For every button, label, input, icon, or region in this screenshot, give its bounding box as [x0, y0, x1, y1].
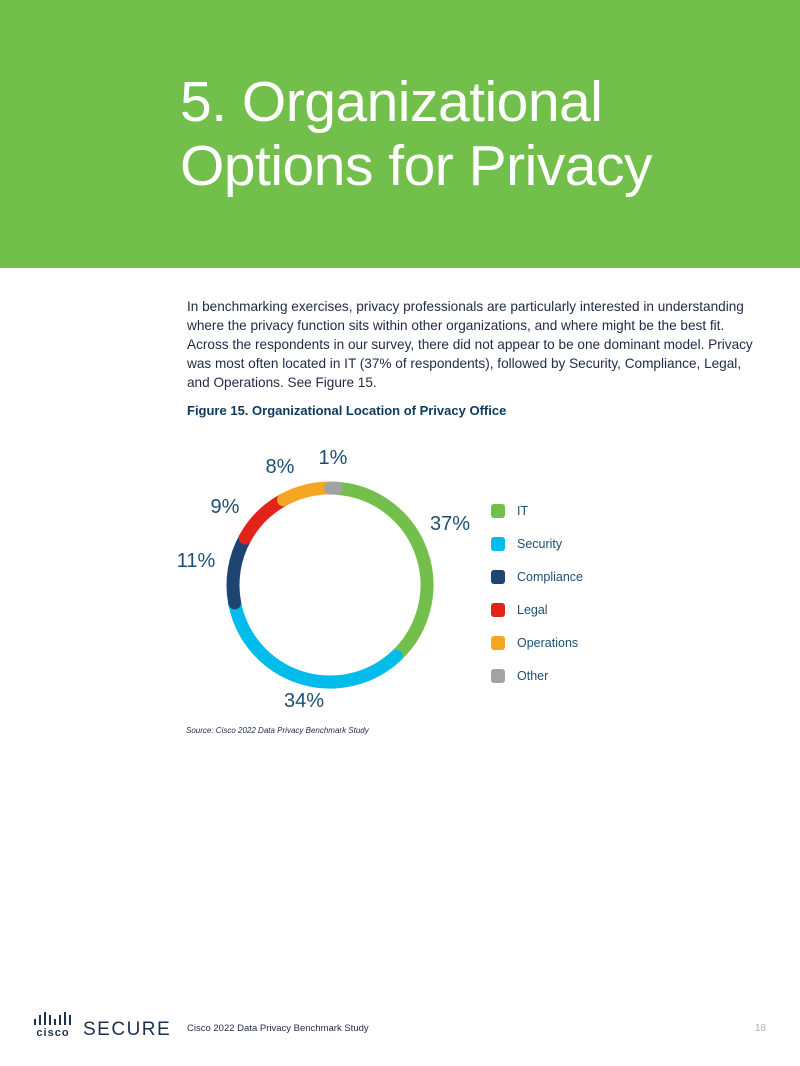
figure-caption: Figure 15. Organizational Location of Privacy Office — [187, 403, 507, 418]
slice-label-compliance: 11% — [176, 550, 216, 572]
legend-item-compliance — [491, 560, 691, 593]
chart-legend — [491, 494, 691, 692]
slice-label-other: 1% — [318, 447, 348, 469]
legend-label: IT — [517, 503, 529, 518]
body-paragraph: In benchmarking exercises, privacy professionals are particularly interested in understanding where the privacy function sits within other organizations, and where might be the best fit. Across the respondents in our survey, there did not appear to be one dominant model. Privacy was most often located in IT (37% of respondents), followed by Security, Compliance, Legal, and Operations. See Figure 15. — [187, 299, 753, 390]
legend-swatch — [491, 669, 505, 683]
donut-slice-security — [235, 603, 396, 682]
donut-slice-legal — [245, 500, 283, 538]
page-title-line-2: Options for Privacy — [180, 134, 652, 198]
legend-swatch — [491, 504, 505, 518]
slice-label-legal: 9% — [210, 496, 240, 518]
legend-label: Other — [517, 668, 549, 683]
secure-wordmark: SECURE — [83, 1019, 172, 1040]
footer-doc-title: Cisco 2022 Data Privacy Benchmark Study — [187, 1023, 369, 1034]
legend-item-it — [491, 494, 691, 527]
legend-swatch — [491, 636, 505, 650]
donut-slice-compliance — [233, 538, 245, 603]
legend-item-legal — [491, 593, 691, 626]
legend-label: Compliance — [517, 569, 584, 584]
legend-item-security — [491, 527, 691, 560]
cisco-logo — [33, 1012, 73, 1039]
legend-label: Operations — [517, 635, 579, 650]
slice-label-operations: 8% — [265, 456, 295, 478]
slice-label-it: 37% — [429, 513, 471, 535]
legend-item-operations — [491, 626, 691, 659]
legend-label: Legal — [517, 602, 548, 617]
cisco-bars-icon — [33, 1012, 73, 1026]
legend-swatch — [491, 537, 505, 551]
slice-label-security: 34% — [283, 690, 325, 712]
legend-item-other — [491, 659, 691, 692]
donut-slice-it — [336, 488, 427, 656]
legend-swatch — [491, 570, 505, 584]
cisco-secure-logo — [33, 1012, 171, 1039]
legend-label: Security — [517, 536, 563, 551]
cisco-wordmark: cisco — [36, 1027, 70, 1039]
legend-swatch — [491, 603, 505, 617]
page-title-line-1: 5. Organizational — [180, 70, 603, 134]
donut-slice-operations — [284, 488, 331, 500]
page-number: 18 — [755, 1023, 767, 1034]
figure-source: Source: Cisco 2022 Data Privacy Benchmark Study — [186, 726, 369, 735]
